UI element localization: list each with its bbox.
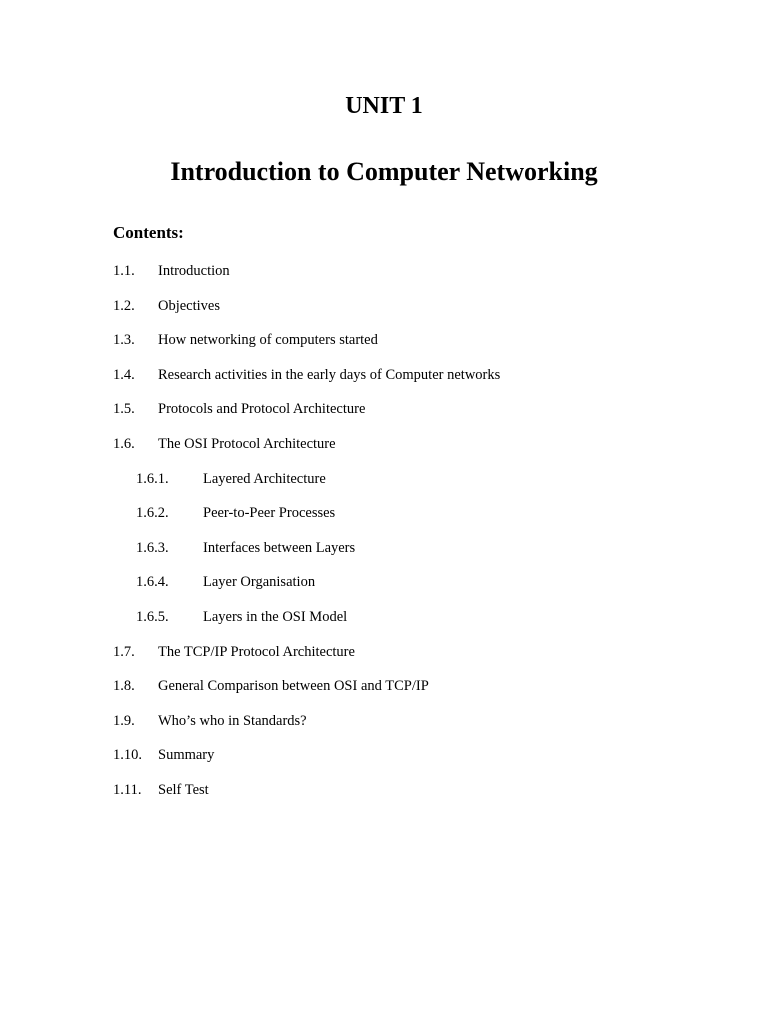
toc-label: Interfaces between Layers <box>203 539 356 556</box>
toc-item-1-6-2 <box>0 503 768 538</box>
toc-label: How networking of computers started <box>158 332 378 349</box>
page-title: Introduction to Computer Networking <box>170 157 598 186</box>
toc-item-1-6-5 <box>0 607 768 642</box>
toc-item-1-6 <box>0 434 768 469</box>
toc-item-1-2 <box>0 296 768 331</box>
toc-item-1-7 <box>0 642 768 677</box>
toc-item-1-5 <box>0 399 768 434</box>
toc-item-1-11 <box>0 780 768 815</box>
toc-number: 1.6.4. <box>136 574 169 591</box>
contents-heading: Contents: <box>113 223 184 242</box>
toc-number: 1.5. <box>113 401 135 418</box>
toc-label: Introduction <box>158 263 230 279</box>
toc-number: 1.2. <box>113 297 135 314</box>
toc-label: The TCP/IP Protocol Architecture <box>158 643 355 660</box>
toc-item-1-1 <box>0 261 768 296</box>
toc-number: 1.6.1. <box>136 470 169 487</box>
toc-label: Who’s who in Standards? <box>158 712 307 729</box>
toc-item-1-6-1 <box>0 469 768 504</box>
toc-item-1-6-4 <box>0 572 768 607</box>
toc-number: 1.11. <box>113 781 142 798</box>
toc-number: 1.8. <box>113 678 135 695</box>
toc-label: Layer Organisation <box>203 574 316 591</box>
toc-label: Research activities in the early days of Computer networks <box>158 366 501 383</box>
toc-item-1-8 <box>0 676 768 711</box>
toc-item-1-6-3 <box>0 538 768 573</box>
toc-number: 1.4. <box>113 366 135 383</box>
toc-item-1-3 <box>0 330 768 365</box>
toc-number: 1.10. <box>113 747 142 764</box>
toc-number: 1.6. <box>113 435 135 452</box>
toc-item-1-10 <box>0 745 768 780</box>
toc-label: Summary <box>158 747 215 764</box>
toc-label: Layers in the OSI Model <box>203 608 348 625</box>
toc-number: 1.7. <box>113 643 135 660</box>
toc-label: Peer-to-Peer Processes <box>203 505 336 522</box>
toc-number: 1.6.5. <box>136 608 169 625</box>
toc-number: 1.6.3. <box>136 539 169 556</box>
toc-label: Layered Architecture <box>203 470 326 487</box>
table-of-contents <box>0 261 768 815</box>
unit-title: UNIT 1 <box>345 93 423 119</box>
toc-number: 1.6.2. <box>136 505 169 522</box>
toc-label: The OSI Protocol Architecture <box>158 435 336 452</box>
toc-label: Objectives <box>158 297 221 314</box>
toc-label: General Comparison between OSI and TCP/IP <box>158 678 429 695</box>
toc-item-1-4 <box>0 365 768 400</box>
toc-number: 1.3. <box>113 332 135 349</box>
toc-item-1-9 <box>0 711 768 746</box>
toc-number: 1.1. <box>113 263 135 279</box>
toc-label: Protocols and Protocol Architecture <box>158 401 366 418</box>
toc-number: 1.9. <box>113 712 135 729</box>
toc-label: Self Test <box>158 781 209 798</box>
